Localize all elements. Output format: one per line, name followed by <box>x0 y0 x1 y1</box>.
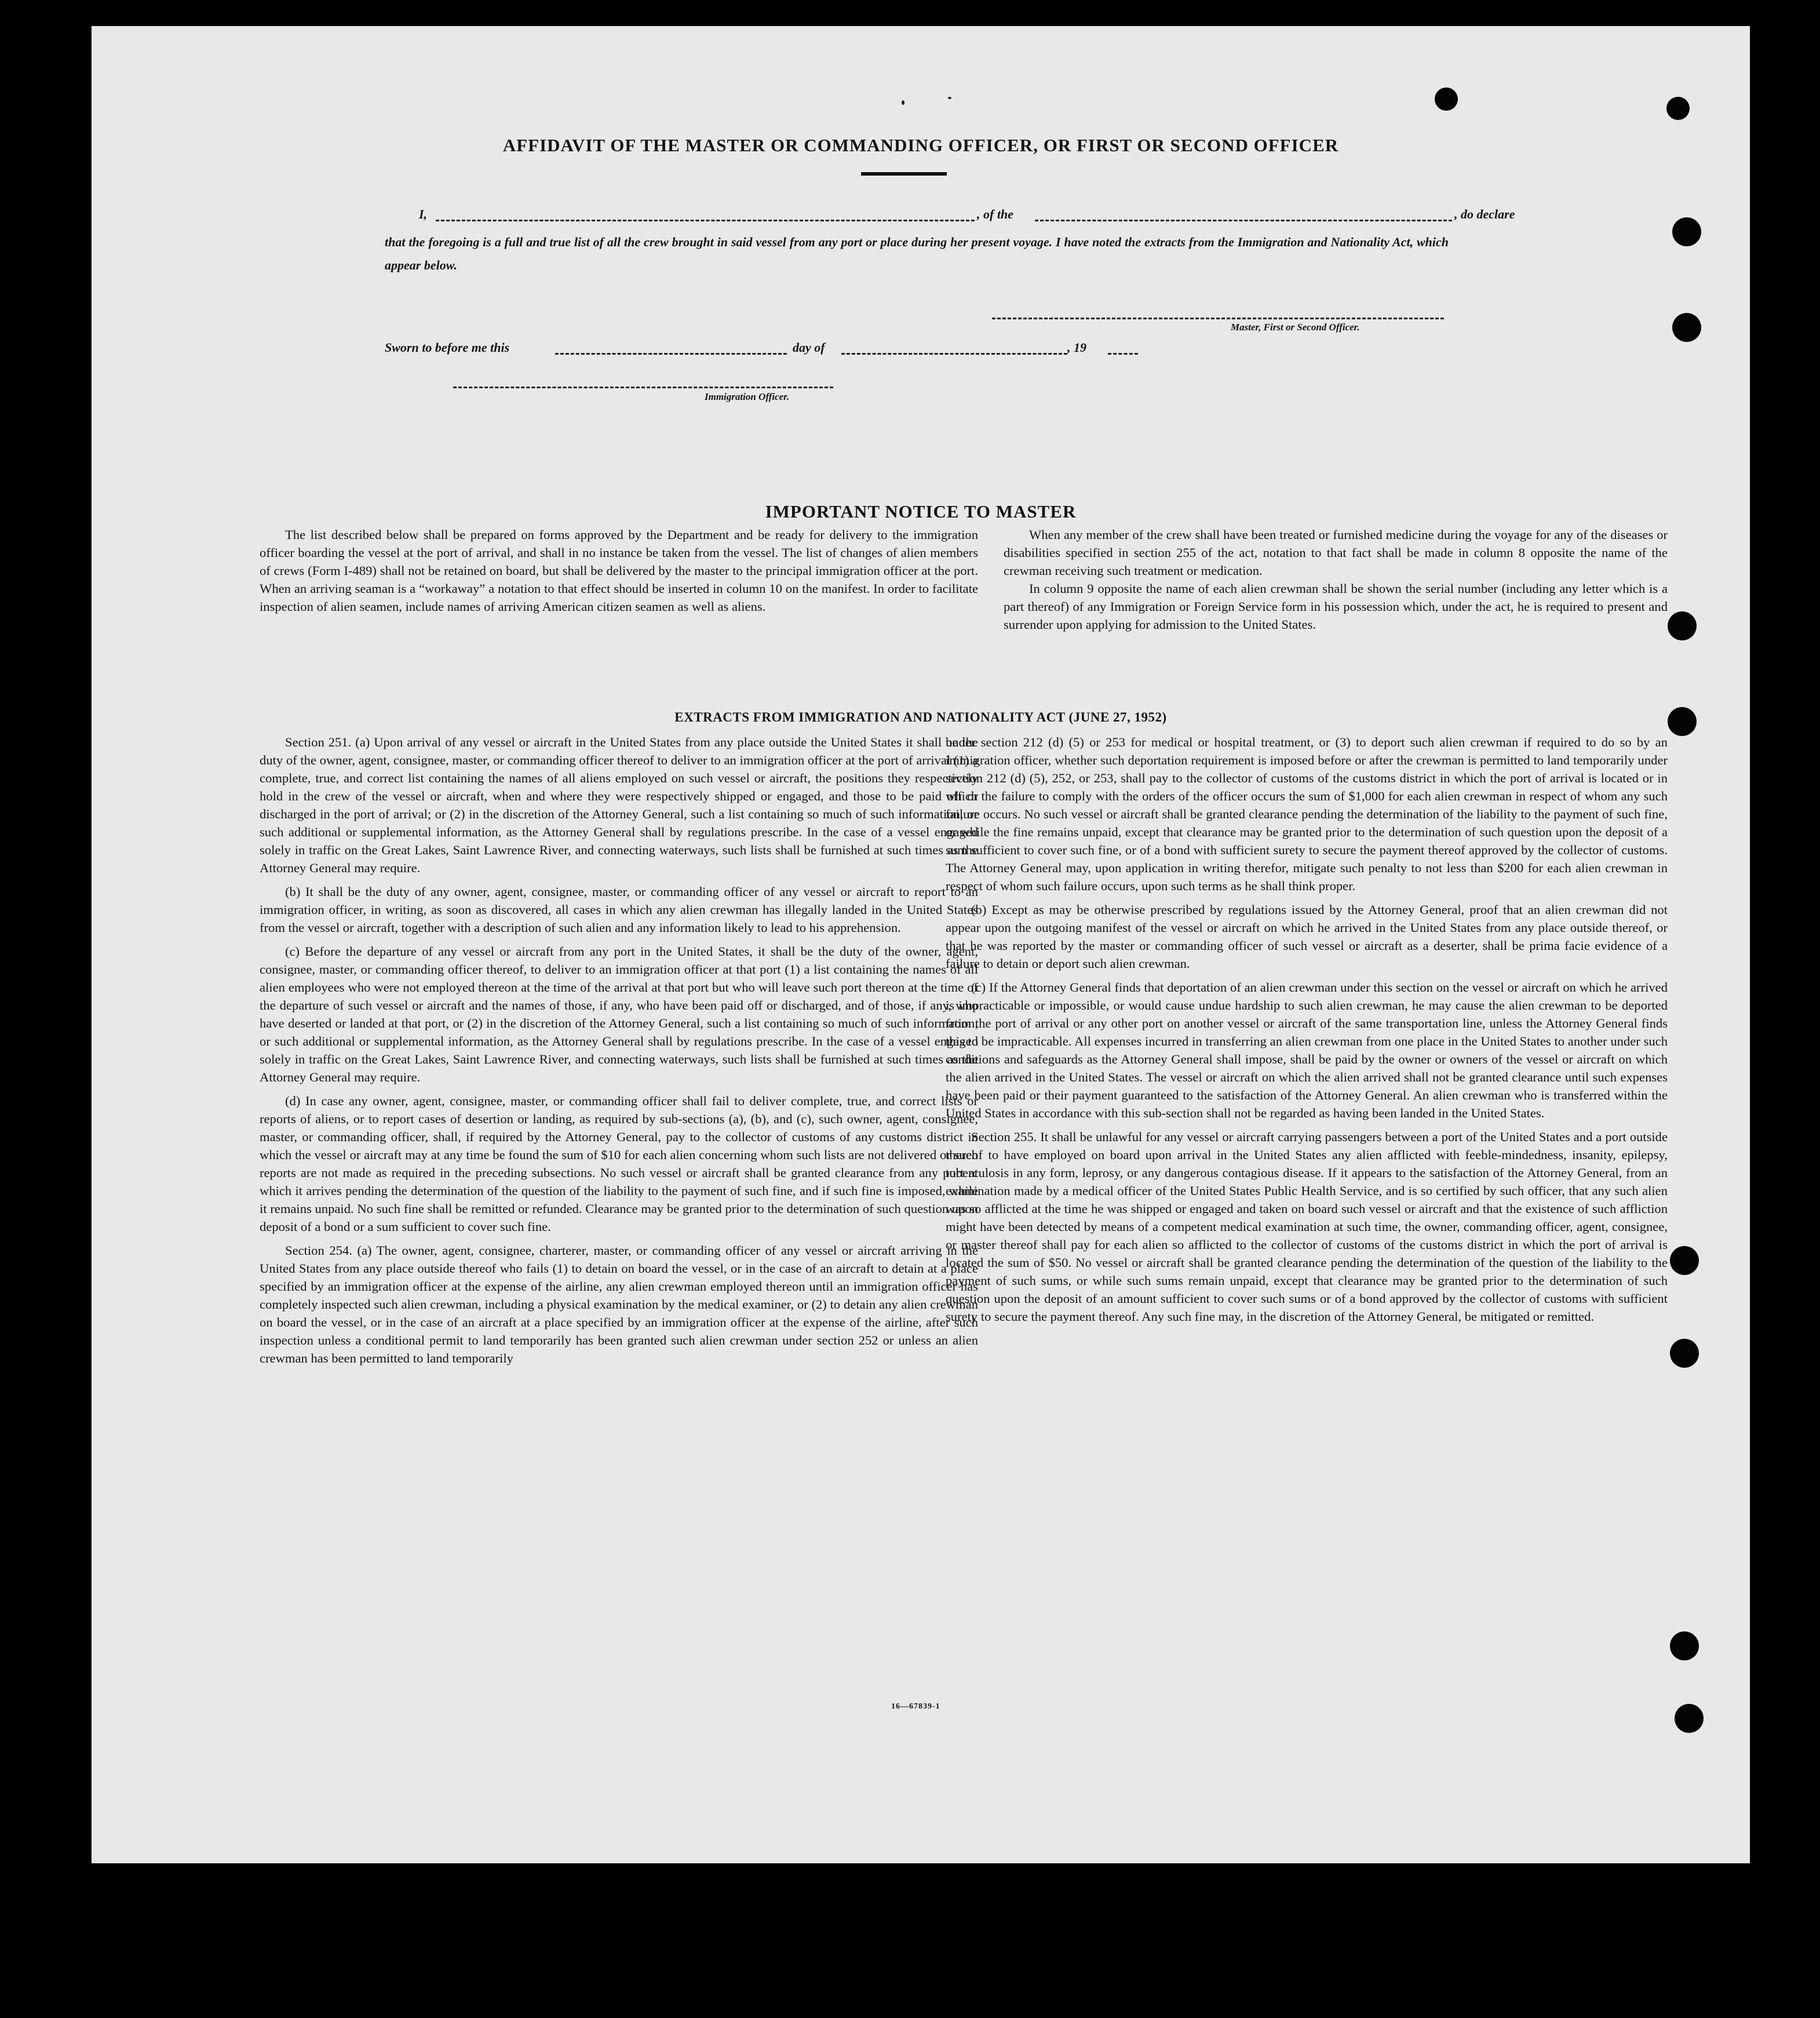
form-number: 16—67839-1 <box>891 1702 940 1711</box>
do-declare-label: , do declare <box>1454 207 1515 221</box>
notice-left-paragraph: The list described below shall be prepared on forms approved by the Department and be ready for delivery to the immigration officer boarding the vessel at the port of arrival, and shall in no instance be taken from the vessel. The list of changes of alien members of crews (Form I-489) shall not be retained on board, but shall be delivered by the master to the principal immigration officer at the port. When an arriving seaman is a “workaway” a notation to that effect should be inserted in column 10 on the manifest. In order to facilitate inspection of alien seamen, include names of arriving American citizen seamen as well as aliens. <box>260 527 978 614</box>
notice-right-column <box>1004 526 1668 633</box>
punch-hole-icon <box>1435 88 1458 111</box>
sworn-label: Sworn to before me this <box>385 340 510 355</box>
affidavit-title: AFFIDAVIT OF THE MASTER OR COMMANDING OFFICER, OR FIRST OR SECOND OFFICER <box>502 135 1339 155</box>
sworn-month-field[interactable] <box>841 353 1067 355</box>
title-rule <box>861 172 947 176</box>
section-254-c: (c) If the Attorney General finds that deportation of an alien crewman under this section on the vessel or aircraft on which he arrived is impracticable or impossible, or would cause undue hardship to such alien crewman, he may cause the alien crewman to be deported from the port of arrival or any other port on another vessel or aircraft of the same transportation line, unless the Attorney General finds this to be impracticable. All expenses incurred in transferring an alien crewman from one place in the United States to another under such conditions and safeguards as the Attorney General shall impose, shall be paid by the owner or owners of the vessel or aircraft on which the alien arrived in the United States. The vessel or aircraft on which the alien arrived shall not be granted clearance until such expenses have been paid or their payment guaranteed to the satisfaction of the Attorney General. An alien crewman who is transferred within the United States in accordance with this sub-section shall not be regarded as having been landed in the United States. <box>946 980 1668 1120</box>
vessel-name-field[interactable] <box>1035 220 1452 221</box>
section-254-a: Section 254. (a) The owner, agent, consignee, charterer, master, or commanding officer of any vessel or aircraft arriving in the United States from any place outside thereof who fails (1) to detain on board the vessel, or in the case of an aircraft to detain at a place specified by an immigration officer at the expense of the airline, any alien crewman employed thereon until an immigration officer has completely inspected such alien crewman, including a physical examination by the medical examiner, or (2) to detain any alien crewman on board the vessel, or in the case of an aircraft at a place specified by an immigration officer at the expense of the airline, after such inspection unless a conditional permit to land temporarily has been granted such alien crewman under section 252 or unless an alien crewman has been permitted to land temporarily <box>260 1243 978 1365</box>
year-label: , 19 <box>1067 340 1086 355</box>
sworn-year-field[interactable] <box>1108 353 1138 355</box>
day-of-label: day of <box>793 340 825 355</box>
section-251-b: (b) It shall be the duty of any owner, agent, consignee, master, or commanding officer of any vessel or aircraft to report to an immigration officer, in writing, as soon as discovered, all cases in which any alien crewman has illegally landed in the United States from the vessel or aircraft, together with a description of such alien and any information likely to lead to his apprehension. <box>260 884 978 935</box>
punch-hole-icon <box>1670 1631 1699 1660</box>
section-254-b: (b) Except as may be otherwise prescribed by regulations issued by the Attorney General, proof that an alien crewman did not appear upon the outgoing manifest of the vessel or aircraft on which he arrived in the United States from any place outside thereof, or that he was reported by the master or commanding officer of such vessel or aircraft as a deserter, shall be prima facie evidence of a failure to detain or deport such alien crewman. <box>946 902 1668 971</box>
immigration-officer-label: Immigration Officer. <box>705 391 790 402</box>
immigration-officer-signature-field[interactable] <box>453 387 833 388</box>
punch-hole-icon <box>1675 1704 1704 1733</box>
notice-title: IMPORTANT NOTICE TO MASTER <box>765 501 1077 522</box>
section-255: Section 255. It shall be unlawful for any vessel or aircraft carrying passengers between a port of the United States and a port outside thereof to have employed on board upon arrival in the United States any alien afflicted with feeble-mindedness, insanity, epilepsy, tuberculosis in any form, leprosy, or any dangerous contagious disease. If it appears to the satisfaction of the Attorney General, from an examination made by a medical officer of the United States Public Health Service, and is so certified by such officer, that any such alien was so afflicted at the time he was shipped or engaged and taken on board such vessel or aircraft and that the existence of such affliction might have been detected by means of a competent medical examination at such time, the owner, commanding officer, agent, consignee, or master thereof shall pay for each alien so afflicted to the collector of customs of the customs district in which the port of arrival is located the sum of $50. No vessel or aircraft shall be granted clearance pending the determination of the question of the liability to the payment of such sums, or while such sums remain unpaid, except that clearance may be granted prior to the determination of such question upon the deposit of an amount sufficient to cover such sums or of a bond approved by the collector of customs with sufficient surety to secure the payment thereof. Any such fine may, in the discretion of the Attorney General, be mitigated or remitted. <box>946 1130 1668 1324</box>
notice-left-column <box>260 526 978 615</box>
section-251-c: (c) Before the departure of any vessel or aircraft from any port in the United States, it shall be the duty of the owner, agent, consignee, master, or commanding officer thereof, to deliver to an immigration officer at that port (1) a list containing the names of all alien employees who were not employed thereon at the time of the arrival at that port but who will leave such port thereon at the time of the departure of such vessel or aircraft and the names of those, if any, who have been paid off or discharged, and of those, if any, who have deserted or landed at that port, or (2) in the discretion of the Attorney General, such a list containing so much of such information, or such additional or supplemental information, as the Attorney General shall by regulations prescribe. In the case of a vessel engaged solely in traffic on the Great Lakes, Saint Lawrence River, and connecting waterways, such lists shall be furnished at such times as the Attorney General may require. <box>260 944 978 1084</box>
punch-hole-icon <box>1672 313 1701 342</box>
affidavit-statement: that the foregoing is a full and true list of all the crew brought in said vessel from any port or place during her present voyage. I have noted the extracts from the Immigration and Nationality Act, which appear below. <box>385 235 1449 272</box>
section-254-a-continued: under section 212 (d) (5) or 253 for medical or hospital treatment, or (3) to deport such alien crewman if required to do so by an immigration officer, whether such deportation requirement is imposed before or after the crewman is permitted to land temporarily under section 212 (d) (5), 252, or 253, shall pay to the collector of customs of the customs district in which the port of arrival is located or in which the failure to comply with the orders of the officer occurs the sum of $1,000 for each alien crewman in respect of whom any such failure occurs. No such vessel or aircraft shall be granted clearance pending the determination of the liability to the payment of such fine, or while the fine remains unpaid, except that clearance may be granted prior to the determination of such question upon the deposit of a sum sufficient to cover such fine, or of a bond with sufficient surety to secure the payment thereof approved by the collector of customs. The Attorney General may, upon application in writing therefor, mitigate such penalty to not less than $200 for each alien crewman in respect of whom such failure occurs, upon such terms as he shall think proper. <box>946 735 1668 893</box>
of-the-label: , of the <box>977 207 1013 221</box>
master-signature-label: Master, First or Second Officer. <box>1231 322 1360 333</box>
extracts-left-column <box>260 733 978 1373</box>
punch-hole-icon <box>1670 1339 1699 1368</box>
extracts-title: EXTRACTS FROM IMMIGRATION AND NATIONALITY ACT (JUNE 27, 1952) <box>674 710 1167 724</box>
section-251-d: (d) In case any owner, agent, consignee, master, or commanding officer shall fail to deliver complete, true, and correct lists or reports of aliens, or to report cases of desertion or landing, as required by sub-sections (a), (b), and (c), such owner, agent, consignee, master, or commanding officer, shall, if required by the Attorney General, pay to the collector of customs of any customs district in which the vessel or aircraft may at any time be found the sum of $10 for each alien concerning whom such lists are not delivered or such reports are not made as required in the preceding subsections. No such vessel or aircraft shall be granted clearance from any port at which it arrives pending the determination of the question of the liability to the payment of such fine, and if such fine is imposed, while it remains unpaid. No such fine shall be remitted or refunded. Clearance may be granted prior to the determination of such question upon deposit of a bond or a sum sufficient to cover such fine. <box>260 1094 978 1234</box>
punch-hole-icon <box>1668 611 1697 640</box>
sworn-day-field[interactable] <box>555 353 787 355</box>
punch-hole-icon <box>1666 97 1690 120</box>
notice-right-paragraph: In column 9 opposite the name of each alien crewman shall be shown the serial number (including any letter which is a part thereof) of any Immigration or Foreign Service form in his possession which, under the act, he is required to present and surrender upon applying for admission to the United States. <box>1004 581 1668 632</box>
document-page <box>92 26 1750 1863</box>
punch-hole-icon <box>1672 217 1701 246</box>
section-251-a: Section 251. (a) Upon arrival of any vessel or aircraft in the United States from any place outside the United States it shall be the duty of the owner, agent, consignee, master, or commanding officer thereof to deliver to an immigration officer at the port of arrival (1) a complete, true, and correct list containing the names of all aliens employed on such vessel or aircraft, the positions they respectively hold in the crew of the vessel or aircraft, when and where they were respectively shipped or engaged, and those to be paid off or discharged in the port of arrival; or (2) in the discretion of the Attorney General, such a list containing so much of such information, or such additional or supplemental information, as the Attorney General shall by regulations prescribe. In the case of a vessel engaged solely in traffic on the Great Lakes, Saint Lawrence River, and connecting waterways, such lists shall be furnished at such times as the Attorney General may require. <box>260 735 978 875</box>
extracts-right-column <box>946 733 1668 1331</box>
master-signature-field[interactable] <box>992 318 1444 319</box>
declarant-name-field[interactable] <box>436 220 975 221</box>
notice-right-paragraph: When any member of the crew shall have been treated or furnished medicine during the voyage for any of the diseases or disabilities specified in section 255 of the act, notation to that fact shall be made in column 8 opposite the name of the crewman receiving such treatment or medication. <box>1004 527 1668 578</box>
punch-hole-icon <box>1670 1246 1699 1275</box>
declarant-prefix: I, <box>419 207 428 221</box>
